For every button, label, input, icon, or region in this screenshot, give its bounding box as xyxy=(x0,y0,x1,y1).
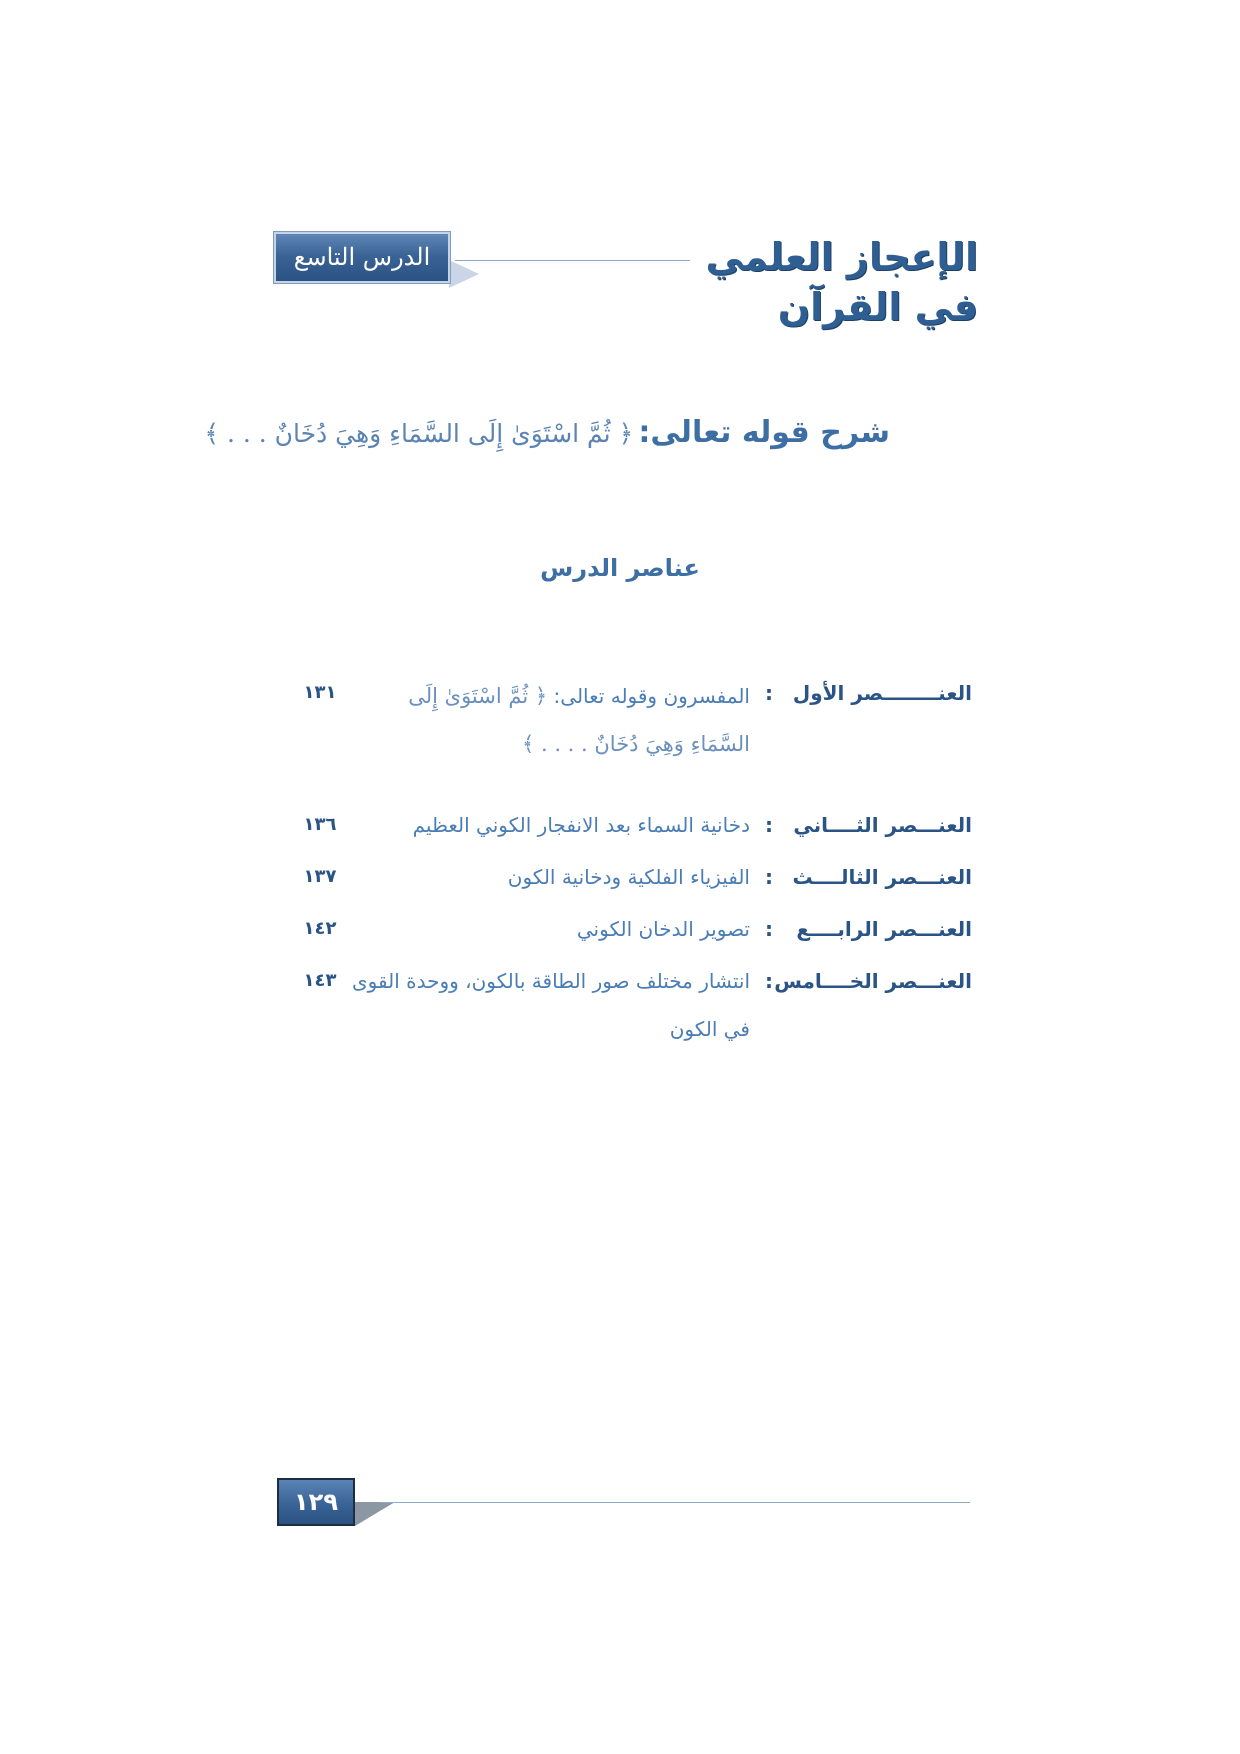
header-badge-shadow xyxy=(449,260,479,288)
element-1-verse: ﴿ ثُمَّ اسْتَوَىٰ إِلَى السَّمَاءِ وَهِيَ دُخَانٌ . . . . ﴾ xyxy=(408,684,750,756)
page-number: ١٢٩ xyxy=(277,1478,355,1526)
lesson-heading-verse: ﴿ ثُمَّ اسْتَوَىٰ إِلَى السَّمَاءِ وَهِيَ دُخَانٌ . . . ﴾ xyxy=(204,419,634,448)
element-1-page: ١٣١ xyxy=(303,682,337,703)
element-3-text: الفيزياء الفلكية ودخانية الكون xyxy=(507,865,750,889)
element-2-separator: : xyxy=(765,813,773,837)
lesson-badge: الدرس التاسع xyxy=(274,232,450,283)
element-5-separator: : xyxy=(765,969,773,993)
element-4-text: تصوير الدخان الكوني xyxy=(576,917,750,941)
element-2-label: العنـــصر الثــــاني xyxy=(793,813,972,837)
element-1-text xyxy=(350,672,750,772)
element-4-label: العنـــصر الرابــــع xyxy=(796,917,972,941)
lesson-heading xyxy=(204,405,890,461)
element-3-separator: : xyxy=(765,865,773,889)
page-number-shadow xyxy=(355,1502,395,1526)
lesson-heading-label: شرح قوله تعالى: xyxy=(638,415,890,450)
header-divider xyxy=(455,260,690,261)
element-5-text: انتشار مختلف صور الطاقة بالكون، ووحدة القوى في الكون xyxy=(352,969,750,1041)
element-4-separator: : xyxy=(765,917,773,941)
element-1-separator: : xyxy=(765,681,773,705)
element-2-text: دخانية السماء بعد الانفجار الكوني العظيم xyxy=(412,813,750,837)
section-title: عناصر الدرس xyxy=(540,554,700,582)
element-3-label: العنـــصر الثالــــث xyxy=(792,865,972,889)
element-3-page: ١٣٧ xyxy=(303,866,337,887)
element-1-label: العنــــــــصر الأول xyxy=(792,681,972,705)
element-2-page: ١٣٦ xyxy=(303,814,337,835)
book-title: الإعجاز العلمي في القرآن xyxy=(705,235,978,329)
footer-divider xyxy=(380,1502,970,1503)
element-5-page: ١٤٣ xyxy=(303,970,337,991)
element-1-description: المفسرون وقوله تعالى: xyxy=(553,684,750,708)
element-5-label: العنـــصر الخــــامس xyxy=(774,969,972,993)
element-4-page: ١٤٢ xyxy=(303,918,337,939)
